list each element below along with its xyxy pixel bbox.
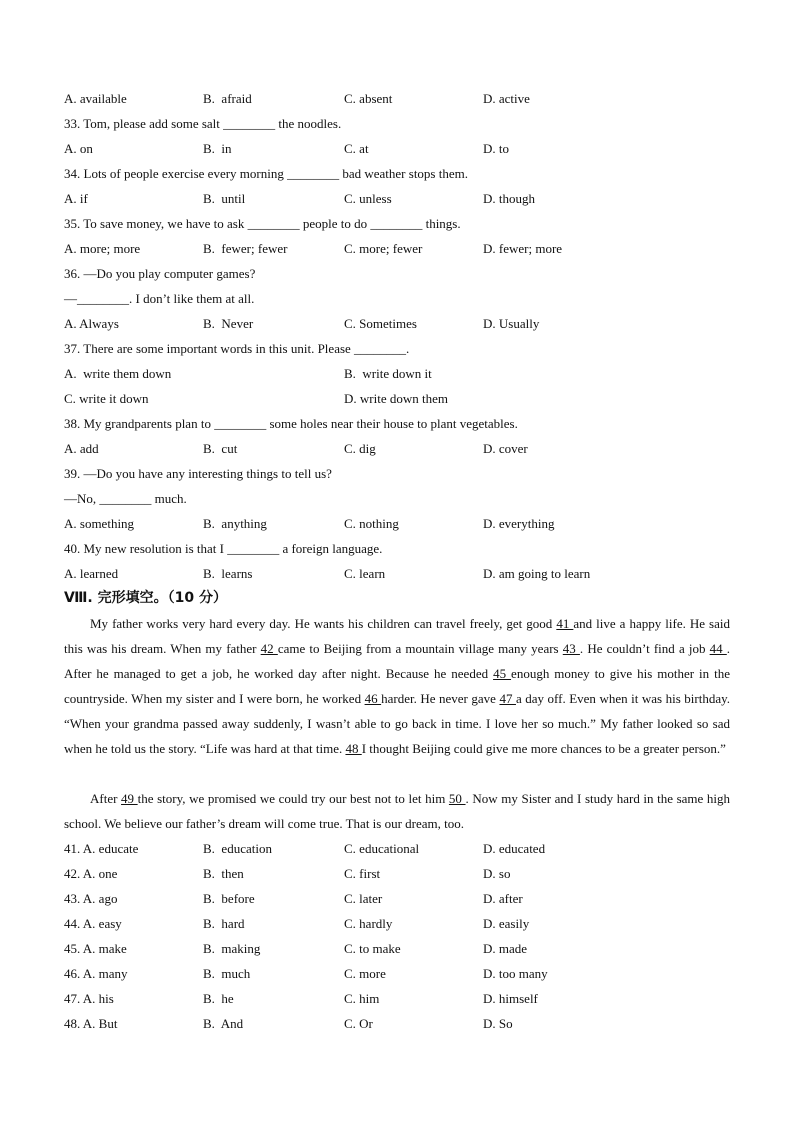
- q33-option-d: D. to: [483, 141, 509, 156]
- q48-option-c: C. Or: [344, 1016, 373, 1031]
- q32-option-b: B. afraid: [203, 91, 252, 106]
- blank-41: 41: [556, 616, 574, 631]
- q42-option-a: 42. A. one: [64, 866, 118, 881]
- q39-option-d: D. everything: [483, 516, 555, 531]
- q35-option-b: B. fewer; fewer: [203, 241, 288, 256]
- q41-option-a: 41. A. educate: [64, 841, 139, 856]
- q39-stem-response: —No, ________ much.: [64, 491, 187, 506]
- q32-option-d: D. active: [483, 91, 530, 106]
- blank-44: 44: [709, 641, 727, 656]
- q34-option-a: A. if: [64, 191, 88, 206]
- q43-option-b: B. before: [203, 891, 255, 906]
- blank-49: 49: [121, 791, 138, 806]
- passage-text: came to Beijing from a mountain village many years: [277, 641, 563, 656]
- q46-option-c: C. more: [344, 966, 386, 981]
- blank-48: 48: [345, 741, 362, 756]
- q36-option-c: C. Sometimes: [344, 316, 417, 331]
- q44-option-d: D. easily: [483, 916, 530, 931]
- q39-option-c: C. nothing: [344, 516, 399, 531]
- q42-option-c: C. first: [344, 866, 381, 881]
- q37-stem: 37. There are some important words in this unit. Please ________.: [64, 341, 410, 356]
- q47-option-c: C. him: [344, 991, 380, 1006]
- q41-option-c: C. educational: [344, 841, 420, 856]
- q37-option-b: B. write down it: [344, 366, 432, 381]
- blank-50: 50: [448, 791, 466, 806]
- q43-option-d: D. after: [483, 891, 523, 906]
- blank-42: 42: [260, 641, 278, 656]
- q38-option-a: A. add: [64, 441, 99, 456]
- q37-option-d: D. write down them: [344, 391, 448, 406]
- q35-stem: 35. To save money, we have to ask ________ people to do ________ things.: [64, 216, 461, 231]
- q45-option-a: 45. A. make: [64, 941, 127, 956]
- q46-option-b: B. much: [203, 966, 251, 981]
- passage-text: the story, we promised we could try our best not to let him: [137, 791, 449, 806]
- q40-option-d: D. am going to learn: [483, 566, 591, 581]
- q34-stem: 34. Lots of people exercise every morning ________ bad weather stops them.: [64, 166, 468, 181]
- blank-47: 47: [499, 691, 516, 706]
- q33-option-c: C. at: [344, 141, 369, 156]
- q37-option-c: C. write it down: [64, 391, 149, 406]
- q42-option-d: D. so: [483, 866, 511, 881]
- blank-46: 46: [364, 691, 382, 706]
- q40-option-b: B. learns: [203, 566, 253, 581]
- q40-option-c: C. learn: [344, 566, 386, 581]
- q33-option-a: A. on: [64, 141, 93, 156]
- q36-option-b: B. Never: [203, 316, 254, 331]
- q39-option-a: A. something: [64, 516, 135, 531]
- q45-option-d: D. made: [483, 941, 528, 956]
- q36-stem-response: —________. I don’t like them at all.: [64, 291, 255, 306]
- blank-45: 45: [493, 666, 512, 681]
- blank-43: 43: [562, 641, 580, 656]
- q32-option-c: C. absent: [344, 91, 393, 106]
- q46-option-a: 46. A. many: [64, 966, 128, 981]
- q36-option-a: A. Always: [64, 316, 119, 331]
- q46-option-d: D. too many: [483, 966, 548, 981]
- q47-option-b: B. he: [203, 991, 234, 1006]
- passage-text: My father works very hard every day. He wants his children can travel freely, get good: [90, 616, 557, 631]
- passage-text: harder. He never gave: [381, 691, 500, 706]
- q44-option-c: C. hardly: [344, 916, 393, 931]
- q48-option-d: D. So: [483, 1016, 513, 1031]
- passage-text: and live a happy life. He said this was his dream. When my father: [64, 616, 731, 656]
- q38-option-d: D. cover: [483, 441, 528, 456]
- q47-option-d: D. himself: [483, 991, 538, 1006]
- q35-option-d: D. fewer; more: [483, 241, 563, 256]
- passage-text: I thought Beijing could give me more chances to be a greater person.”: [361, 741, 726, 756]
- section-title: Ⅷ. 完形填空。（10 分）: [64, 590, 227, 606]
- q39-option-b: B. anything: [203, 516, 267, 531]
- q34-option-c: C. unless: [344, 191, 392, 206]
- q35-option-c: C. more; fewer: [344, 241, 423, 256]
- q38-option-c: C. dig: [344, 441, 376, 456]
- q43-option-a: 43. A. ago: [64, 891, 118, 906]
- q41-option-b: B. education: [203, 841, 272, 856]
- q34-option-d: D. though: [483, 191, 535, 206]
- q32-option-a: A. available: [64, 91, 127, 106]
- q42-option-b: B. then: [203, 866, 244, 881]
- passage-text: . He couldn’t find a job: [579, 641, 710, 656]
- q37-option-a: A. write them down: [64, 366, 172, 381]
- passage-text: enough money to give his mother in the countryside. When my sister and I were born, he worked: [64, 666, 730, 706]
- passage-paragraph-1: [64, 611, 730, 761]
- passage-text: a day off. Even when it was his birthday. “When your grandma passed away suddenly, I wasn’t able to go back in time. I love her so much.” My father looked so sad when he told us the story. “Life was hard at that time.: [64, 691, 730, 756]
- q33-option-b: B. in: [203, 141, 232, 156]
- passage-text: After: [90, 791, 122, 806]
- q38-option-b: B. cut: [203, 441, 238, 456]
- q41-option-d: D. educated: [483, 841, 546, 856]
- q45-option-b: B. making: [203, 941, 261, 956]
- q38-stem: 38. My grandparents plan to ________ some holes near their house to plant vegetables.: [64, 416, 518, 431]
- q40-option-a: A. learned: [64, 566, 119, 581]
- q40-stem: 40. My new resolution is that I ________ a foreign language.: [64, 541, 383, 556]
- q39-stem: 39. —Do you have any interesting things to tell us?: [64, 466, 332, 481]
- q36-option-d: D. Usually: [483, 316, 540, 331]
- q47-option-a: 47. A. his: [64, 991, 114, 1006]
- q44-option-a: 44. A. easy: [64, 916, 122, 931]
- q43-option-c: C. later: [344, 891, 383, 906]
- q36-stem: 36. —Do you play computer games?: [64, 266, 256, 281]
- q33-stem: 33. Tom, please add some salt ________ the noodles.: [64, 116, 342, 131]
- q35-option-a: A. more; more: [64, 241, 141, 256]
- q44-option-b: B. hard: [203, 916, 245, 931]
- q34-option-b: B. until: [203, 191, 246, 206]
- q48-option-a: 48. A. But: [64, 1016, 118, 1031]
- passage-text: . Now my Sister and I study hard in the same high school. We believe our father’s dream will come true. That is our dream, too.: [64, 791, 731, 831]
- passage-paragraph-2: [64, 786, 730, 836]
- q48-option-b: B. And: [203, 1016, 244, 1031]
- passage-text: . After he managed to get a job, he worked day after night. Because he needed: [64, 641, 731, 681]
- q45-option-c: C. to make: [344, 941, 401, 956]
